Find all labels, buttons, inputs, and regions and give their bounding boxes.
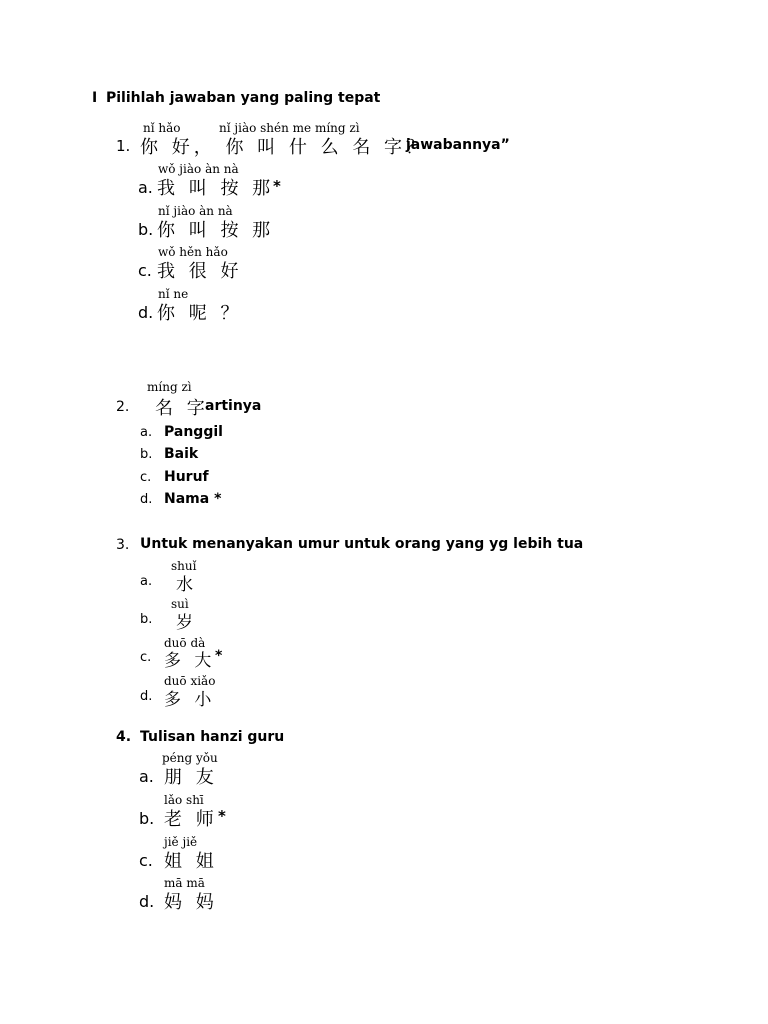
- q3-option-c-letter: c.: [140, 650, 152, 665]
- q3-option-b-letter: b.: [140, 612, 153, 627]
- q2-suffix: artinya: [205, 398, 262, 414]
- q4-option-b-mark: *: [218, 807, 226, 825]
- q4-option-d-pinyin: mā mā: [164, 876, 205, 890]
- q4-option-c-letter: c.: [139, 851, 153, 870]
- q2-option-b-text: Baik: [164, 446, 199, 462]
- q1-option-a-pinyin: wǒ jiào àn nà: [158, 162, 239, 176]
- q2-option-a-text: Panggil: [164, 424, 223, 440]
- q4-option-d-hanzi: 妈 妈: [164, 892, 218, 913]
- q1-option-b-pinyin: nǐ jiào àn nà: [158, 204, 233, 218]
- q1-option-a-mark: *: [273, 177, 281, 195]
- q2-option-c-letter: c.: [140, 470, 152, 485]
- q2-pinyin: míng zì: [147, 380, 192, 394]
- q1-option-c-pinyin: wǒ hěn hǎo: [158, 245, 228, 259]
- q3-option-c-hanzi: 多 大: [164, 651, 216, 671]
- q1-option-b-letter: b.: [138, 220, 154, 239]
- q4-option-d-letter: d.: [139, 892, 155, 911]
- q1-suffix: jawabannya”: [406, 137, 510, 153]
- q2-option-d-text: Nama *: [164, 491, 222, 507]
- q3-option-b-pinyin: suì: [171, 597, 189, 611]
- q1-number: 1.: [116, 137, 131, 155]
- q3-option-a-letter: a.: [140, 574, 153, 589]
- q4-option-b-letter: b.: [139, 809, 155, 828]
- q4-option-b-pinyin: lǎo shī: [164, 793, 204, 807]
- q4-option-a-pinyin: péng yǒu: [162, 751, 218, 765]
- q1-option-c-letter: c.: [138, 261, 152, 280]
- q2-option-b-letter: b.: [140, 447, 153, 462]
- q1-option-d-hanzi: 你 呢 ？: [157, 303, 243, 324]
- q3-option-d-hanzi: 多 小: [164, 690, 216, 710]
- q1-hanzi: 你 好， 你 叫 什 么 名 字？: [140, 137, 429, 158]
- q3-option-a-pinyin: shuǐ: [171, 559, 197, 573]
- q1-option-a-hanzi: 我 叫 按 那: [157, 178, 275, 199]
- q3-option-d-letter: d.: [140, 689, 153, 704]
- q2-number: 2.: [116, 399, 130, 415]
- q3-number: 3.: [116, 537, 130, 553]
- q1-option-c-hanzi: 我 很 好: [157, 261, 243, 282]
- section-number: I: [92, 90, 98, 106]
- q4-text: Tulisan hanzi guru: [140, 729, 285, 745]
- q4-option-a-hanzi: 朋 友: [164, 767, 218, 788]
- instruction-text: Pilihlah jawaban yang paling tepat: [106, 90, 381, 106]
- q4-option-a-letter: a.: [139, 767, 154, 786]
- q1-pinyin-question: nǐ jiào shén me míng zì: [219, 121, 360, 135]
- q3-option-a-hanzi: 水: [176, 575, 197, 595]
- q4-option-c-pinyin: jiě jiě: [164, 835, 198, 849]
- q2-option-c-text: Huruf: [164, 469, 209, 485]
- q4-option-b-hanzi: 老 师: [164, 809, 218, 830]
- q1-option-d-letter: d.: [138, 303, 154, 322]
- q2-option-d-letter: d.: [140, 492, 153, 507]
- q2-option-a-letter: a.: [140, 425, 153, 440]
- q1-option-d-pinyin: nǐ ne: [158, 287, 189, 301]
- q3-option-d-pinyin: duō xiǎo: [164, 674, 216, 688]
- q3-text: Untuk menanyakan umur untuk orang yang yg lebih tua: [140, 536, 584, 552]
- q2-hanzi: 名 字: [155, 398, 209, 419]
- q4-option-c-hanzi: 姐 姐: [164, 851, 218, 872]
- q3-option-c-mark: *: [215, 648, 223, 664]
- q4-number: 4.: [116, 729, 132, 745]
- q1-option-b-hanzi: 你 叫 按 那: [157, 220, 275, 241]
- q1-option-a-letter: a.: [138, 178, 153, 197]
- q3-option-c-pinyin: duō dà: [164, 636, 206, 650]
- q1-pinyin-greeting: nǐ hǎo: [143, 121, 181, 135]
- q3-option-b-hanzi: 岁: [176, 613, 197, 633]
